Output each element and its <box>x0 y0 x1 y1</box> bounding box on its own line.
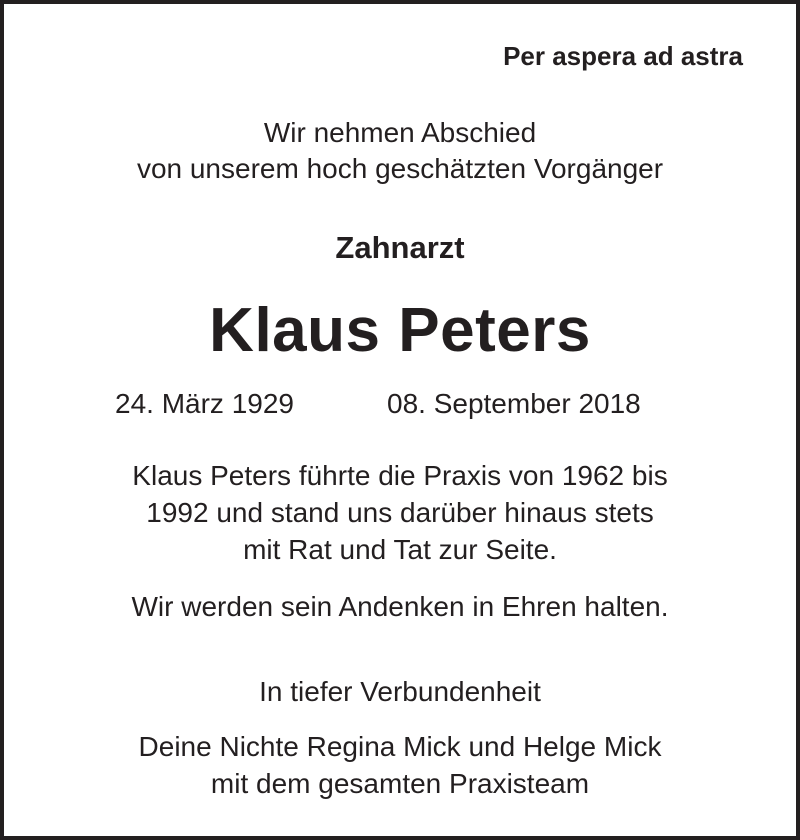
biography <box>0 457 800 568</box>
closing-phrase: In tiefer Verbundenheit <box>259 676 541 707</box>
signature-line: Deine Nichte Regina Mick und Helge Mick <box>138 731 662 762</box>
motto: Per aspera ad astra <box>503 41 743 71</box>
profession: Zahnarzt <box>335 230 465 265</box>
intro-line: von unserem hoch geschätzten Vorgänger <box>136 153 664 184</box>
death-date: 08. September 2018 <box>387 388 641 419</box>
honor-statement: Wir werden sein Andenken in Ehren halten. <box>131 591 669 622</box>
intro-line: Wir nehmen Abschied <box>263 117 537 148</box>
birth-date: 24. März 1929 <box>115 388 294 419</box>
signature-line: mit dem gesamten Praxisteam <box>210 768 590 799</box>
biography-line: mit Rat und Tat zur Seite. <box>243 534 557 565</box>
biography-line: 1992 und stand uns darüber hinaus stets <box>146 497 654 528</box>
deceased-name: Klaus Peters <box>209 296 591 365</box>
biography-line: Klaus Peters führte die Praxis von 1962 bis <box>132 460 668 491</box>
intro-text <box>0 115 800 187</box>
signature <box>0 728 800 802</box>
